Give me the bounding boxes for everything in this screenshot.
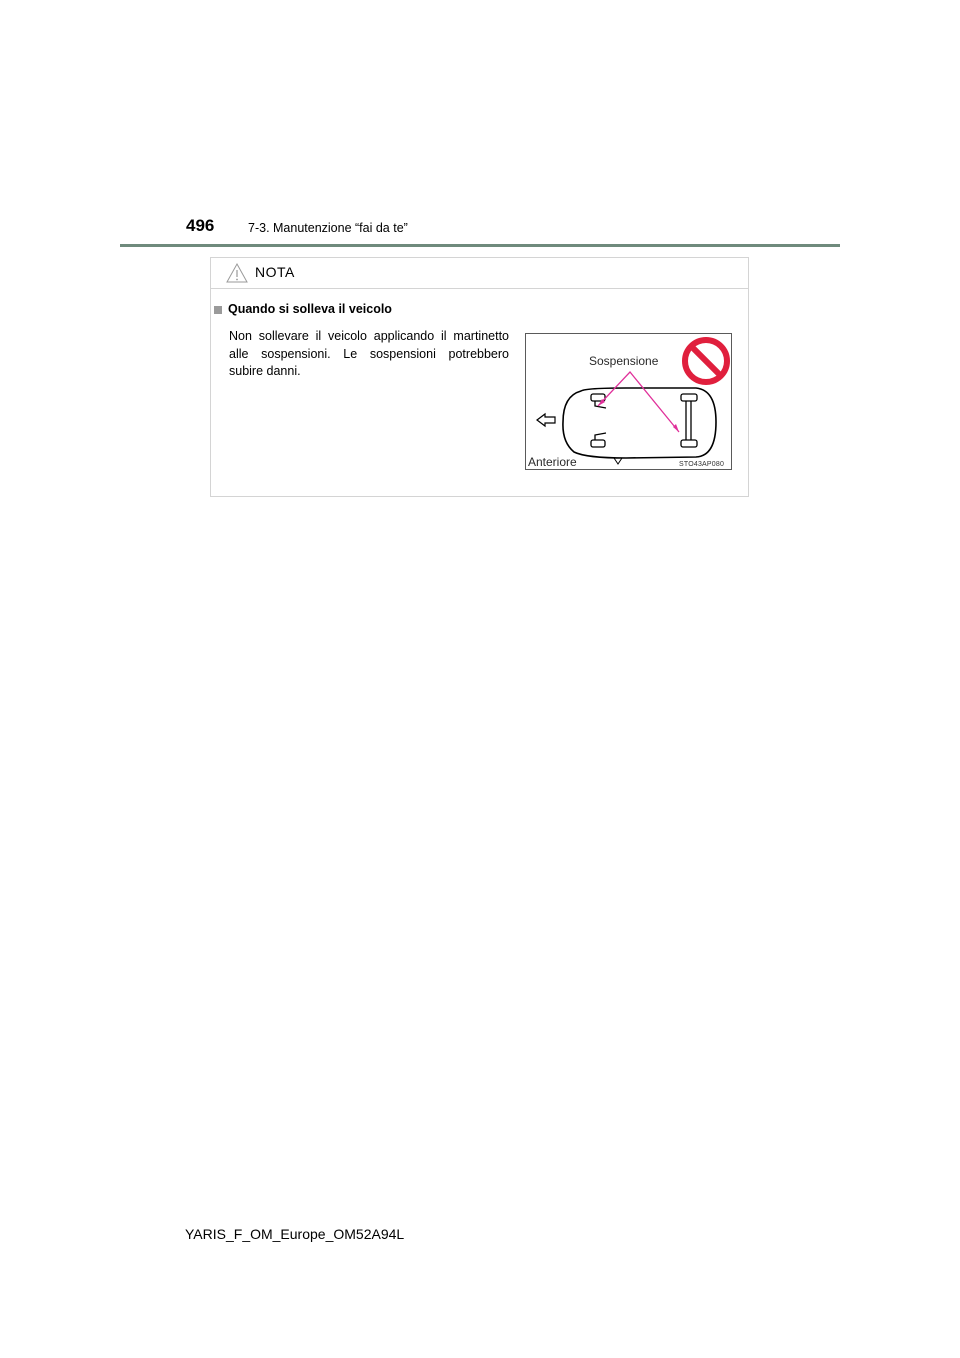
footer-doc-id: YARIS_F_OM_Europe_OM52A94L <box>185 1226 405 1242</box>
note-box <box>210 257 749 497</box>
suspension-figure <box>525 333 732 470</box>
note-header <box>211 258 748 289</box>
note-label: NOTA <box>255 264 295 280</box>
warning-triangle-icon <box>225 262 249 284</box>
prohibited-icon <box>685 340 727 382</box>
front-arrow-icon <box>537 414 555 426</box>
note-subheading: Quando si solleva il veicolo <box>228 302 392 316</box>
figure-code: STO43AP080 <box>679 461 725 468</box>
section-title: 7-3. Manutenzione “fai da te” <box>248 221 408 235</box>
page-number: 496 <box>186 216 215 235</box>
header-rule <box>120 244 840 247</box>
note-body: Non sollevare il veicolo applicando il martinetto alle sospensioni. Le sospensioni potrebbero subire danni. <box>229 329 509 378</box>
bullet-square-icon <box>214 306 222 314</box>
front-label: Anteriore <box>528 455 577 469</box>
suspension-label: Sospensione <box>589 354 659 368</box>
